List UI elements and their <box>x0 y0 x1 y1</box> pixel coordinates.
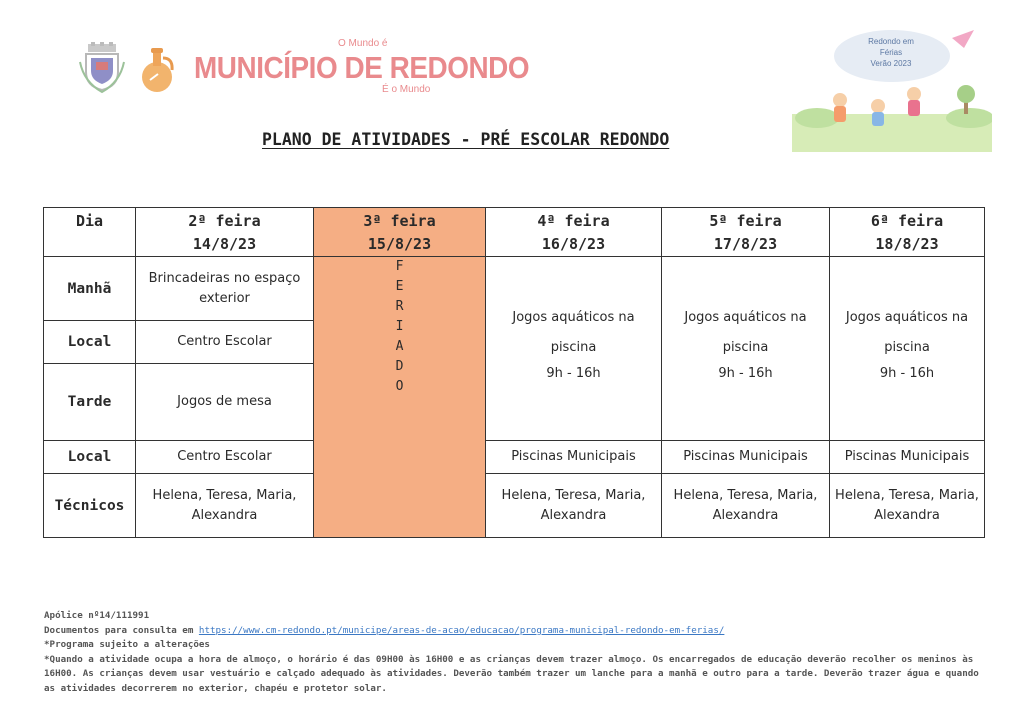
day-date: 18/8/23 <box>875 235 939 253</box>
wednesday-pool-activity <box>486 257 662 441</box>
day-date: 16/8/23 <box>541 235 606 253</box>
holiday-cell <box>314 257 486 538</box>
holiday-letter: R <box>395 299 404 314</box>
day-header-tuesday <box>314 208 486 257</box>
holiday-letter: D <box>395 359 404 374</box>
day-date: 15/8/23 <box>367 235 432 253</box>
thursday-location: Piscinas Municipais <box>662 441 830 474</box>
pool-line-2: piscina <box>550 340 597 355</box>
clay-jug-icon <box>140 44 174 94</box>
slogan-top: O Mundo é <box>338 38 388 49</box>
day-name: 2ª feira <box>188 212 261 230</box>
document-title: PLANO DE ATIVIDADES - PRÉ ESCOLAR REDONDO <box>262 130 670 149</box>
program-note: *Programa sujeito a alterações <box>44 639 210 651</box>
table-row-local-afternoon <box>44 441 985 474</box>
day-date: 14/8/23 <box>192 235 257 253</box>
table-header-row <box>44 208 985 257</box>
pool-line-1: Jogos aquáticos na <box>845 310 969 325</box>
thursday-staff: Helena, Teresa, Maria, Alexandra <box>662 474 830 538</box>
holiday-letter: A <box>395 339 404 354</box>
lunch-note: *Quando a atividade ocupa a hora de almoço, o horário é das 09H00 às 16H00 e as crianças devem trazer almoço. Os encarregados de educação deverão recolher os meninos às 16H00. As crianças devem usar vestuário e calçado adequado às atividades. Deverão também trazer um lanche para a manhã e outro para a tarde. Deverão trazer água e quando as atividades decorrerem no exterior, chapéu e protetor solar. <box>44 653 979 694</box>
friday-staff: Helena, Teresa, Maria, Alexandra <box>830 474 985 538</box>
documents-link[interactable]: https://www.cm-redondo.pt/municipe/areas-de-acao/educacao/programa-municipal-redondo-em-ferias/ <box>198 624 725 636</box>
day-name: 6ª feira <box>870 212 944 230</box>
friday-location: Piscinas Municipais <box>830 441 985 474</box>
pool-hours: 9h - 16h <box>546 366 601 381</box>
documents-prefix: Documentos para consulta em <box>44 624 194 636</box>
day-name: 3ª feira <box>363 212 436 230</box>
summer-banner-text <box>842 36 940 69</box>
insurance-policy: Apólice nº14/111991 <box>44 610 150 621</box>
holiday-letter: O <box>395 379 404 394</box>
slogan-bottom: É o Mundo <box>382 84 431 95</box>
banner-line-2: Férias <box>879 48 903 57</box>
municipality-logo-text: MUNICÍPIO DE REDONDO <box>194 50 530 85</box>
footer-notes <box>44 609 994 697</box>
monday-morning-location: Centro Escolar <box>136 321 314 364</box>
holiday-letter: I <box>395 319 404 334</box>
monday-afternoon-location: Centro Escolar <box>136 441 314 474</box>
row-label-afternoon: Tarde <box>44 364 136 441</box>
holiday-letter: E <box>395 279 404 294</box>
banner-line-3: Verão 2023 <box>870 59 912 68</box>
day-header-monday <box>136 208 314 257</box>
corner-cell: Dia <box>44 208 136 257</box>
documents-line <box>44 624 994 639</box>
coat-of-arms-icon <box>78 42 126 94</box>
pool-line-2: piscina <box>722 340 769 355</box>
pool-hours: 9h - 16h <box>879 366 935 381</box>
monday-afternoon-activity: Jogos de mesa <box>136 364 314 441</box>
thursday-pool-activity <box>662 257 830 441</box>
page-header <box>0 0 1024 130</box>
day-header-wednesday <box>486 208 662 257</box>
table-row-morning <box>44 257 985 321</box>
day-header-thursday <box>662 208 830 257</box>
row-label-morning: Manhã <box>44 257 136 321</box>
day-name: 5ª feira <box>709 212 782 230</box>
wednesday-staff: Helena, Teresa, Maria, Alexandra <box>486 474 662 538</box>
pool-hours: 9h - 16h <box>718 366 773 381</box>
day-header-friday <box>830 208 985 257</box>
monday-morning-activity: Brincadeiras no espaço exterior <box>136 257 314 321</box>
pool-line-1: Jogos aquáticos na <box>684 310 807 325</box>
wednesday-location: Piscinas Municipais <box>486 441 662 474</box>
day-date: 17/8/23 <box>713 235 778 253</box>
row-label-local: Local <box>44 441 136 474</box>
activity-plan-table <box>43 207 985 538</box>
row-label-staff: Técnicos <box>44 474 136 538</box>
pool-line-1: Jogos aquáticos na <box>512 310 635 325</box>
day-name: 4ª feira <box>537 212 610 230</box>
pool-line-2: piscina <box>884 340 930 355</box>
row-label-local: Local <box>44 321 136 364</box>
monday-staff: Helena, Teresa, Maria, Alexandra <box>136 474 314 538</box>
table-row-staff <box>44 474 985 538</box>
friday-pool-activity <box>830 257 985 441</box>
holiday-letter: F <box>395 259 404 274</box>
banner-line-1: Redondo em <box>868 37 914 46</box>
